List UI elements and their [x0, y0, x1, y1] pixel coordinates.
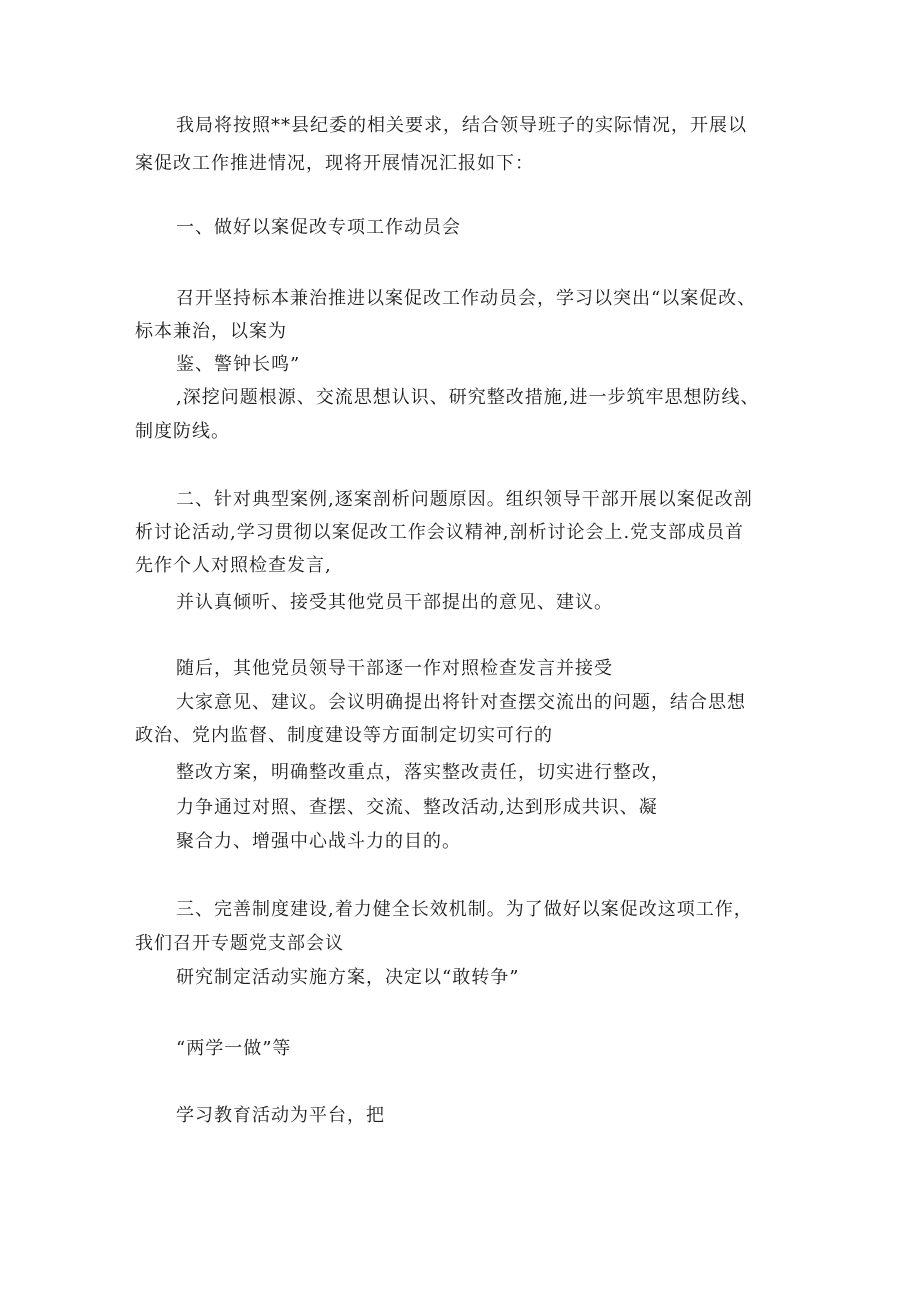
text-line: 聚合力、增强中心战斗力的目的。 [176, 831, 461, 852]
text-line: 力争通过对照、查摆、交流、整改活动,达到形成共识、凝 [176, 797, 658, 818]
text-line: 研究制定活动实施方案，决定以“敢转争” [176, 967, 520, 988]
text-line: 随后，其他党员领导干部逐一作对照检查发言并接受 [176, 658, 613, 679]
text-line: 召开坚持标本兼治推进以案促改工作动员会，学习以突出“以案促改、 [176, 288, 757, 309]
text-line: 政治、党内监督、制度建设等方面制定切实可行的 [135, 725, 553, 746]
text-line: 整改方案，明确整改重点，落实整改责任，切实进行整改， [176, 762, 670, 783]
text-line: 并认真倾听、接受其他党员干部提出的意见、建议。 [176, 592, 613, 613]
text-line: 案促改工作推进情况，现将开展情况汇报如下： [135, 153, 534, 174]
text-line: 先作个人对照检查发言, [135, 555, 332, 576]
text-line: ,深挖问题根源、交流思想认识、研究整改措施,进一步筑牢思想防线、 [176, 387, 760, 408]
text-line: 学习教育活动为平台，把 [176, 1105, 385, 1126]
text-line: 鉴、警钟长鸣” [176, 354, 301, 375]
section-heading: 一、做好以案促改专项工作动员会 [176, 217, 461, 238]
text-line: 我们召开专题党支部会议 [135, 933, 344, 954]
text-line: 我局将按照**县纪委的相关要求，结合领导班子的实际情况，开展以 [176, 115, 747, 136]
text-line: 析讨论活动,学习贯彻以案促改工作会议精神,剖析讨论会上.党支部成员首 [135, 522, 745, 543]
section-heading: 三、完善制度建设,着力健全长效机制。为了做好以案促改这项工作， [176, 899, 753, 920]
text-line: 大家意见、建议。会议明确提出将针对查摆交流出的问题，结合思想 [176, 692, 746, 713]
text-line: “两学一做”等 [176, 1038, 292, 1059]
text-line: 标本兼治，以案为 [135, 321, 287, 342]
text-line: 制度防线。 [135, 421, 230, 442]
section-heading: 二、针对典型案例,逐案剖析问题原因。组织领导干部开展以案促改剖 [176, 489, 753, 510]
